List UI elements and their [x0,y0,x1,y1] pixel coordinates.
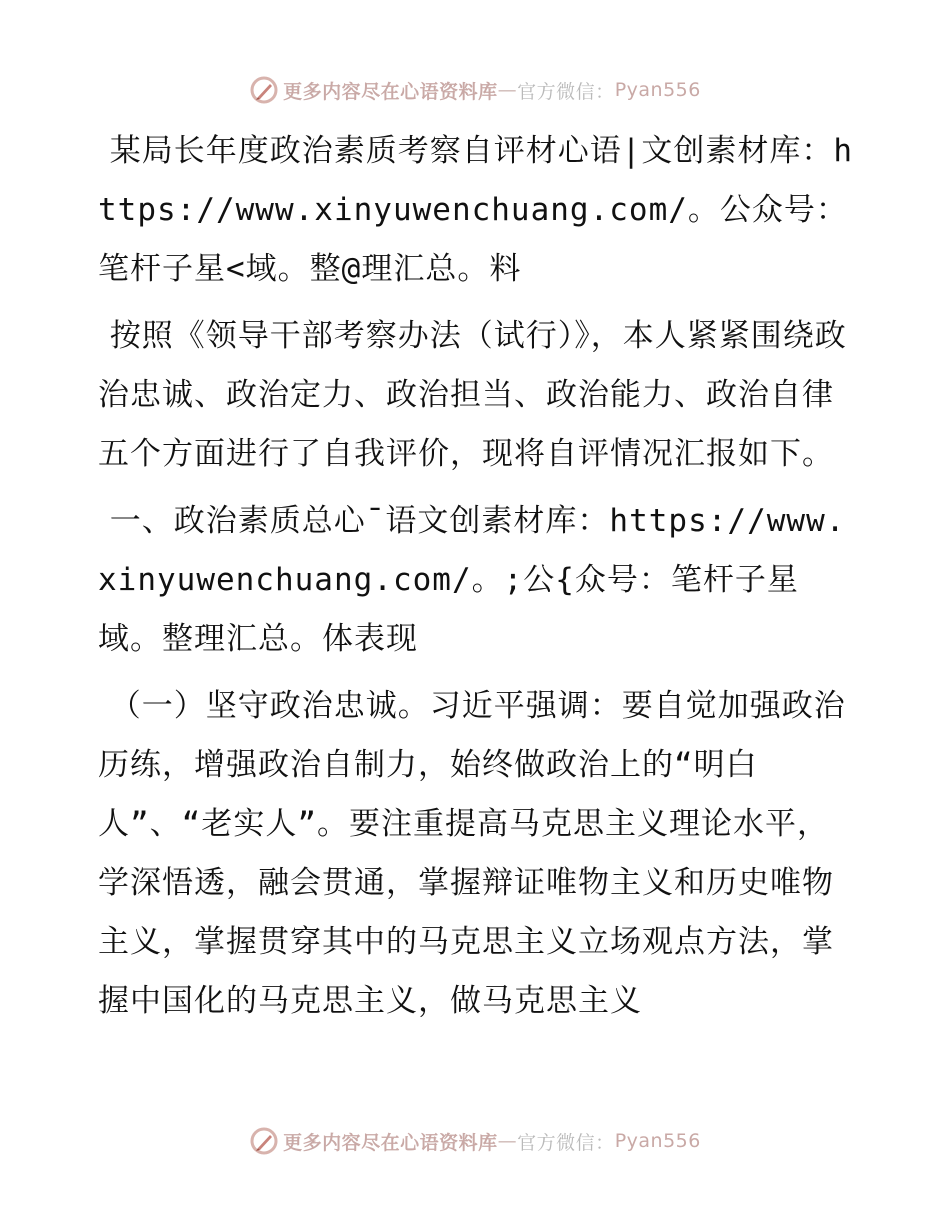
watermark-main-text: 更多内容尽在心语资料库 [283,80,498,103]
intro-paragraph: 按照《领导干部考察办法（试行）》，本人紧紧围绕政治忠诚、政治定力、政治担当、政治能力、政治自律五个方面进行了自我评价，现将自评情况汇报如下。 [98,318,847,472]
watermark-label: 官方微信： [517,80,615,103]
watermark-main-text: 更多内容尽在心语资料库 [283,1131,498,1154]
section-heading-paragraph: 一、政治素质总心¯语文创素材库：https://www.xinyuwenchuang.com/。;公{众号：笔杆子星域。整理汇总。体表现 [98,503,846,657]
watermark-header [0,70,950,110]
watermark-dash: — [497,79,518,101]
body-paragraph: （一）坚守政治忠诚。习近平强调：要自觉加强政治历练，增强政治自制力，始终做政治上的“明白人”、“老实人”。要注重提高马克思主义理论水平，学深悟透，融会贯通，掌握辩证唯物主义和历史唯物主义，掌握贯穿其中的马克思主义立场观点方法，掌握中国化的马克思主义，做马克思主义 [98,688,846,1019]
watermark-dash: — [497,1130,518,1152]
watermark-wechat-id: Pyan556 [614,79,701,101]
watermark-footer [0,1121,950,1161]
document-title-paragraph: 某局长年度政治素质考察自评材心语|文创素材库：https://www.xinyuwenchuang.com/。公众号：笔杆子星<域。整@理汇总。料 [98,133,854,287]
watermark-label: 官方微信： [517,1131,615,1154]
document-body [98,122,858,1039]
watermark-wechat-id: Pyan556 [614,1130,701,1152]
pen-logo-icon [249,75,279,105]
pen-logo-icon [249,1126,279,1156]
